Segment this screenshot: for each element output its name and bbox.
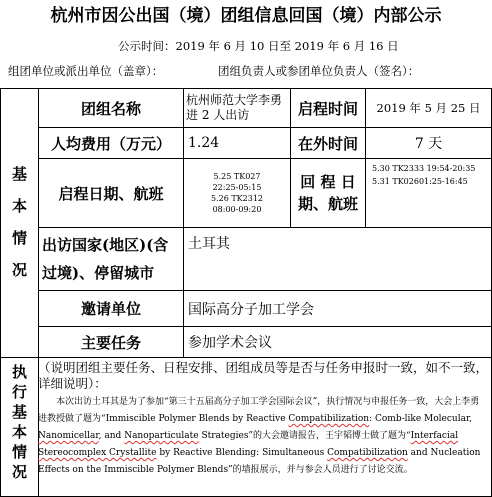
execution-details xyxy=(38,360,488,479)
return-flights-value xyxy=(372,159,491,227)
countries-visited-value: 土耳其 xyxy=(188,236,230,252)
departure-flights-label: 启程日期、航班 xyxy=(58,184,164,203)
depart-time-label: 启程时间 xyxy=(297,99,358,118)
per-capita-cost-value: 1.24 xyxy=(188,135,220,151)
main-task-label: 主要任务 xyxy=(80,333,141,352)
execution-section-label: 执 行 基 本 情 况 xyxy=(11,363,27,481)
inviting-unit-value: 国际高分子加工学会 xyxy=(188,301,314,318)
group-name-value: 杭州师范大学李勇进 2 人出访 xyxy=(186,93,283,122)
departure-flights-value xyxy=(184,159,290,227)
group-leader-label: 团组负责人或参团单位负责人（签名）： xyxy=(218,64,420,78)
main-task-value: 参加学术会议 xyxy=(188,335,272,351)
days-abroad-label: 在外时间 xyxy=(297,134,358,153)
days-abroad-value: 7 天 xyxy=(414,136,443,152)
flight-line: 5.31 TK02601:25-16:45 xyxy=(372,177,468,186)
inviting-unit-label: 邀请单位 xyxy=(80,300,141,318)
organizing-unit-label: 组团单位或派出单位（盖章）： xyxy=(8,64,164,78)
flight-line: 08:00-09:20 xyxy=(212,205,262,214)
flight-line: 5.26 TK2312 xyxy=(210,194,264,203)
flight-line: 5.25 TK027 xyxy=(213,172,261,181)
group-name-label: 团组名称 xyxy=(80,99,141,118)
per-capita-cost-label: 人均费用（万元） xyxy=(50,134,171,153)
flight-line: 5.30 TK2333 19:54-20:35 xyxy=(372,164,476,173)
countries-visited-label: 出访国家(地区)(含过境)、停留城市 xyxy=(42,236,169,282)
depart-time-value: 2019 年 5 月 25 日 xyxy=(376,101,481,115)
page-title: 杭州市因公出国（境）团组信息回国（境）内部公示 xyxy=(50,6,442,26)
return-flights-label: 回 程 日 期、航班 xyxy=(297,173,358,213)
flight-line: 22:25-05:15 xyxy=(212,183,262,192)
execution-intro: （说明团组主要任务、日程安排、团组成员等是否与任务申报时一致，如不一致，详细说明）： xyxy=(38,360,489,391)
basic-info-section-label: 基 本 情 况 xyxy=(11,165,27,279)
execution-summary: 本次出访土耳其是为了参加“第三十五届高分子加工学会国际会议”，执行情况与申报任务一致，大会上李勇进教授做了题为“Immiscible Polymer Blends by Reactive Compatibilization: Comb-like Molecular, Nanomicellar, and Nanoparticulate Strategies”的大会邀请报告，王宇韬博士做了题为“Interfacial Stereocomplex Crystallite by Reactive Blending: Simultaneous Compatibilization and Nucleation Effects on the Immiscible Polymer Blends”的墙报展示，并与参会人员进行了讨论交流。 xyxy=(38,397,481,475)
publish-time: 公示时间：2019 年 6 月 10 日至 2019 年 6 月 16 日 xyxy=(118,39,399,53)
